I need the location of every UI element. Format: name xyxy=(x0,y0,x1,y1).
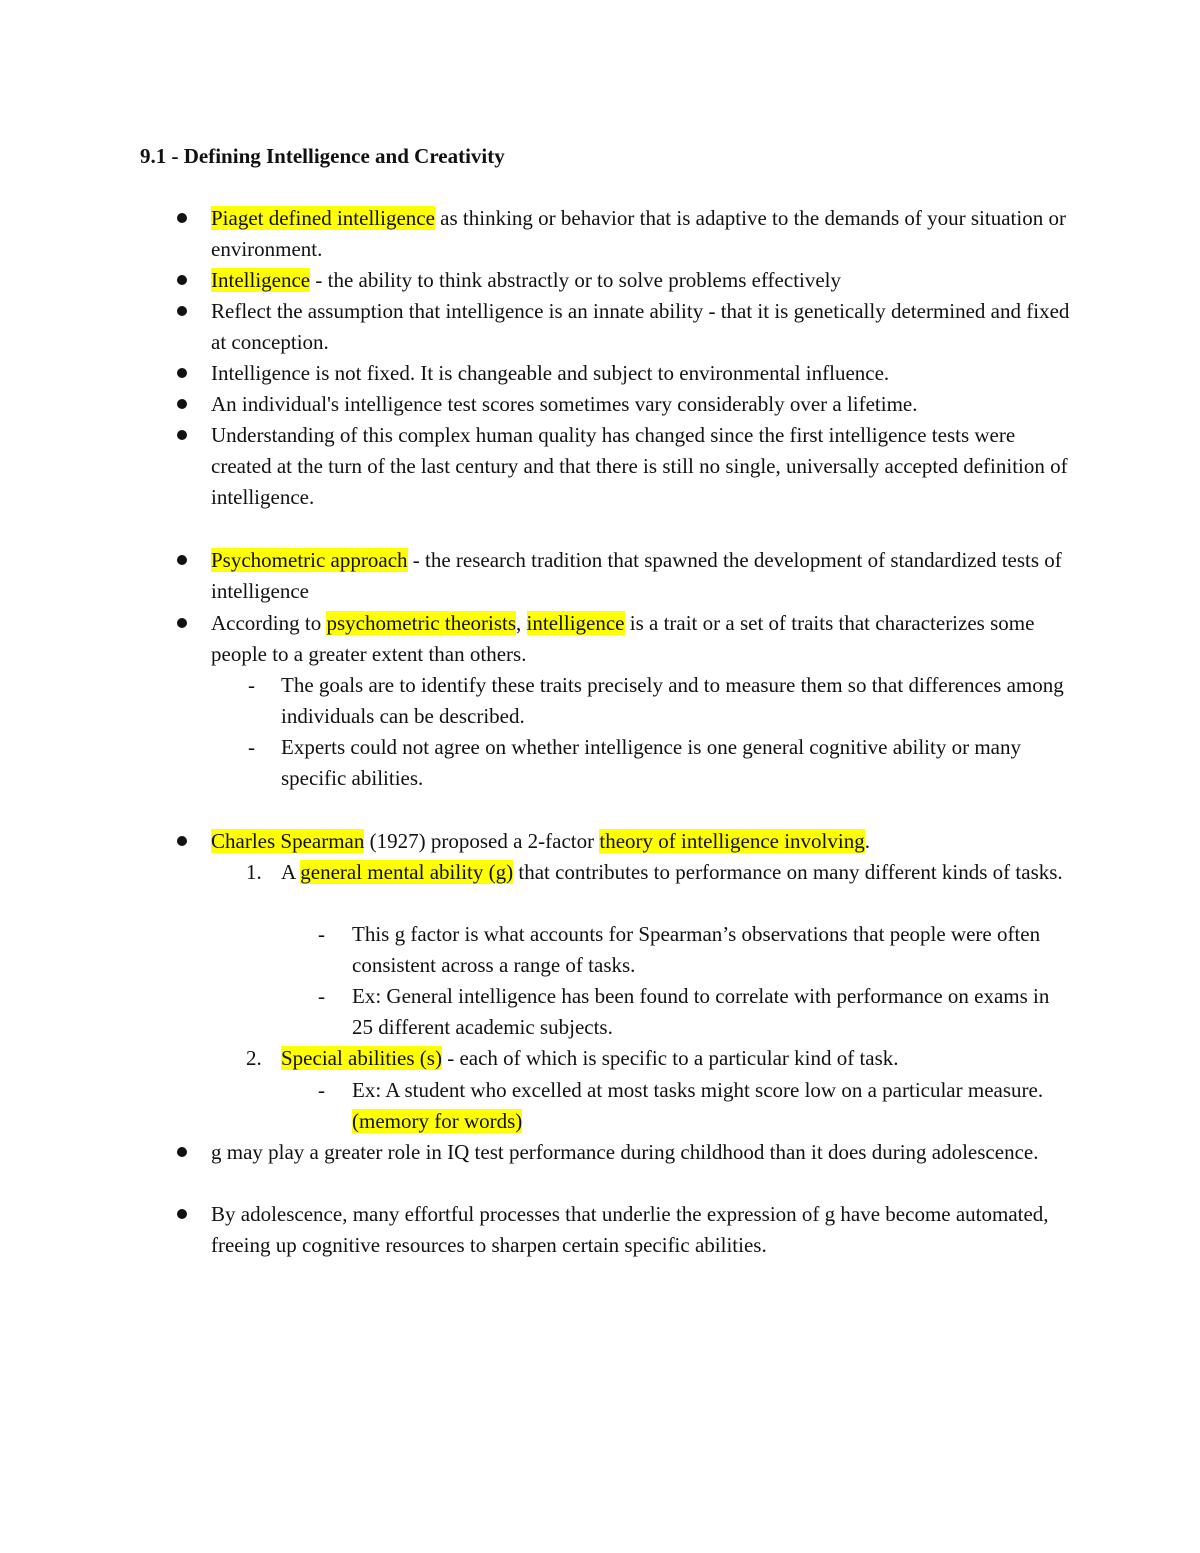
item-text: that contributes to performance on many different kinds of tasks. xyxy=(513,860,1063,884)
item-text: According to xyxy=(211,611,327,635)
highlighted-term: Psychometric approach xyxy=(211,548,408,572)
item-text: Ex: General intelligence has been found to correlate with performance on exams in 25 different academic subjects. xyxy=(352,984,1050,1040)
item-text: is a trait or a set of traits that characterizes some people to a greater extent than others. xyxy=(211,611,1035,667)
bullet-icon xyxy=(177,430,187,440)
dash-marker: - xyxy=(248,735,255,759)
bullet-icon xyxy=(177,1209,187,1219)
item-text: Experts could not agree on whether intelligence is one general cognitive ability or many specific abilities. xyxy=(281,735,1022,791)
number-marker: 2. xyxy=(246,1046,262,1070)
item-text: Understanding of this complex human quality has changed since the first intelligence tests were created at the turn of the last century and that there is still no single, universally accepted definition of intelligence. xyxy=(211,423,1068,510)
highlighted-term: Special abilities (s) xyxy=(281,1046,442,1070)
bullet-icon xyxy=(177,399,187,409)
dash-marker: - xyxy=(248,673,255,697)
dash-marker: - xyxy=(318,984,325,1008)
highlighted-term: general mental ability (g) xyxy=(300,860,514,884)
item-text: g may play a greater role in IQ test performance during childhood than it does during adolescence. xyxy=(211,1140,1039,1164)
section-heading: 9.1 - Defining Intelligence and Creativity xyxy=(140,144,505,168)
bullet-icon xyxy=(177,275,187,285)
item-text: Intelligence is not fixed. It is changeable and subject to environmental influence. xyxy=(211,361,890,385)
bullet-icon xyxy=(177,555,187,565)
number-marker: 1. xyxy=(246,860,262,884)
highlighted-term: Charles Spearman xyxy=(211,829,365,853)
item-text: , xyxy=(516,611,527,635)
highlighted-term: Intelligence xyxy=(211,268,311,292)
item-text: - the ability to think abstractly or to solve problems effectively xyxy=(310,268,842,292)
item-text: A xyxy=(281,860,301,884)
highlighted-term: intelligence xyxy=(526,611,625,635)
highlighted-term: theory of intelligence involving xyxy=(599,829,865,853)
item-text: An individual's intelligence test scores sometimes vary considerably over a lifetime. xyxy=(211,392,918,416)
highlighted-term: Piaget defined intelligence xyxy=(211,206,435,230)
bullet-icon xyxy=(177,213,187,223)
bullet-icon xyxy=(177,1147,187,1157)
item-text: as thinking or behavior that is adaptive to the demands of your situation or environment. xyxy=(211,206,1066,262)
item-text: - each of which is specific to a particular kind of task. xyxy=(441,1046,899,1070)
bullet-icon xyxy=(177,618,187,628)
item-text: (1927) proposed a 2-factor xyxy=(364,829,600,853)
item-text: Reflect the assumption that intelligence is an innate ability - that it is genetically determined and fixed at conception. xyxy=(211,299,1070,355)
dash-marker: - xyxy=(318,1078,325,1102)
highlighted-term: psychometric theorists xyxy=(326,611,517,635)
item-text: The goals are to identify these traits precisely and to measure them so that differences among individuals can be described. xyxy=(281,673,1064,729)
item-text: . xyxy=(864,829,870,853)
bullet-icon xyxy=(177,836,187,846)
highlighted-term: (memory for words) xyxy=(352,1109,523,1134)
item-text: - the research tradition that spawned the development of standardized tests of intelligence xyxy=(211,548,1062,604)
item-text: This g factor is what accounts for Spearman’s observations that people were often consistent across a range of tasks. xyxy=(352,922,1041,978)
item-text: Ex: A student who excelled at most tasks might score low on a particular measure. xyxy=(352,1078,1044,1102)
bullet-icon xyxy=(177,368,187,378)
item-text: By adolescence, many effortful processes that underlie the expression of g have become automated, freeing up cognitive resources to sharpen certain specific abilities. xyxy=(211,1202,1049,1258)
bullet-icon xyxy=(177,306,187,316)
dash-marker: - xyxy=(318,922,325,946)
